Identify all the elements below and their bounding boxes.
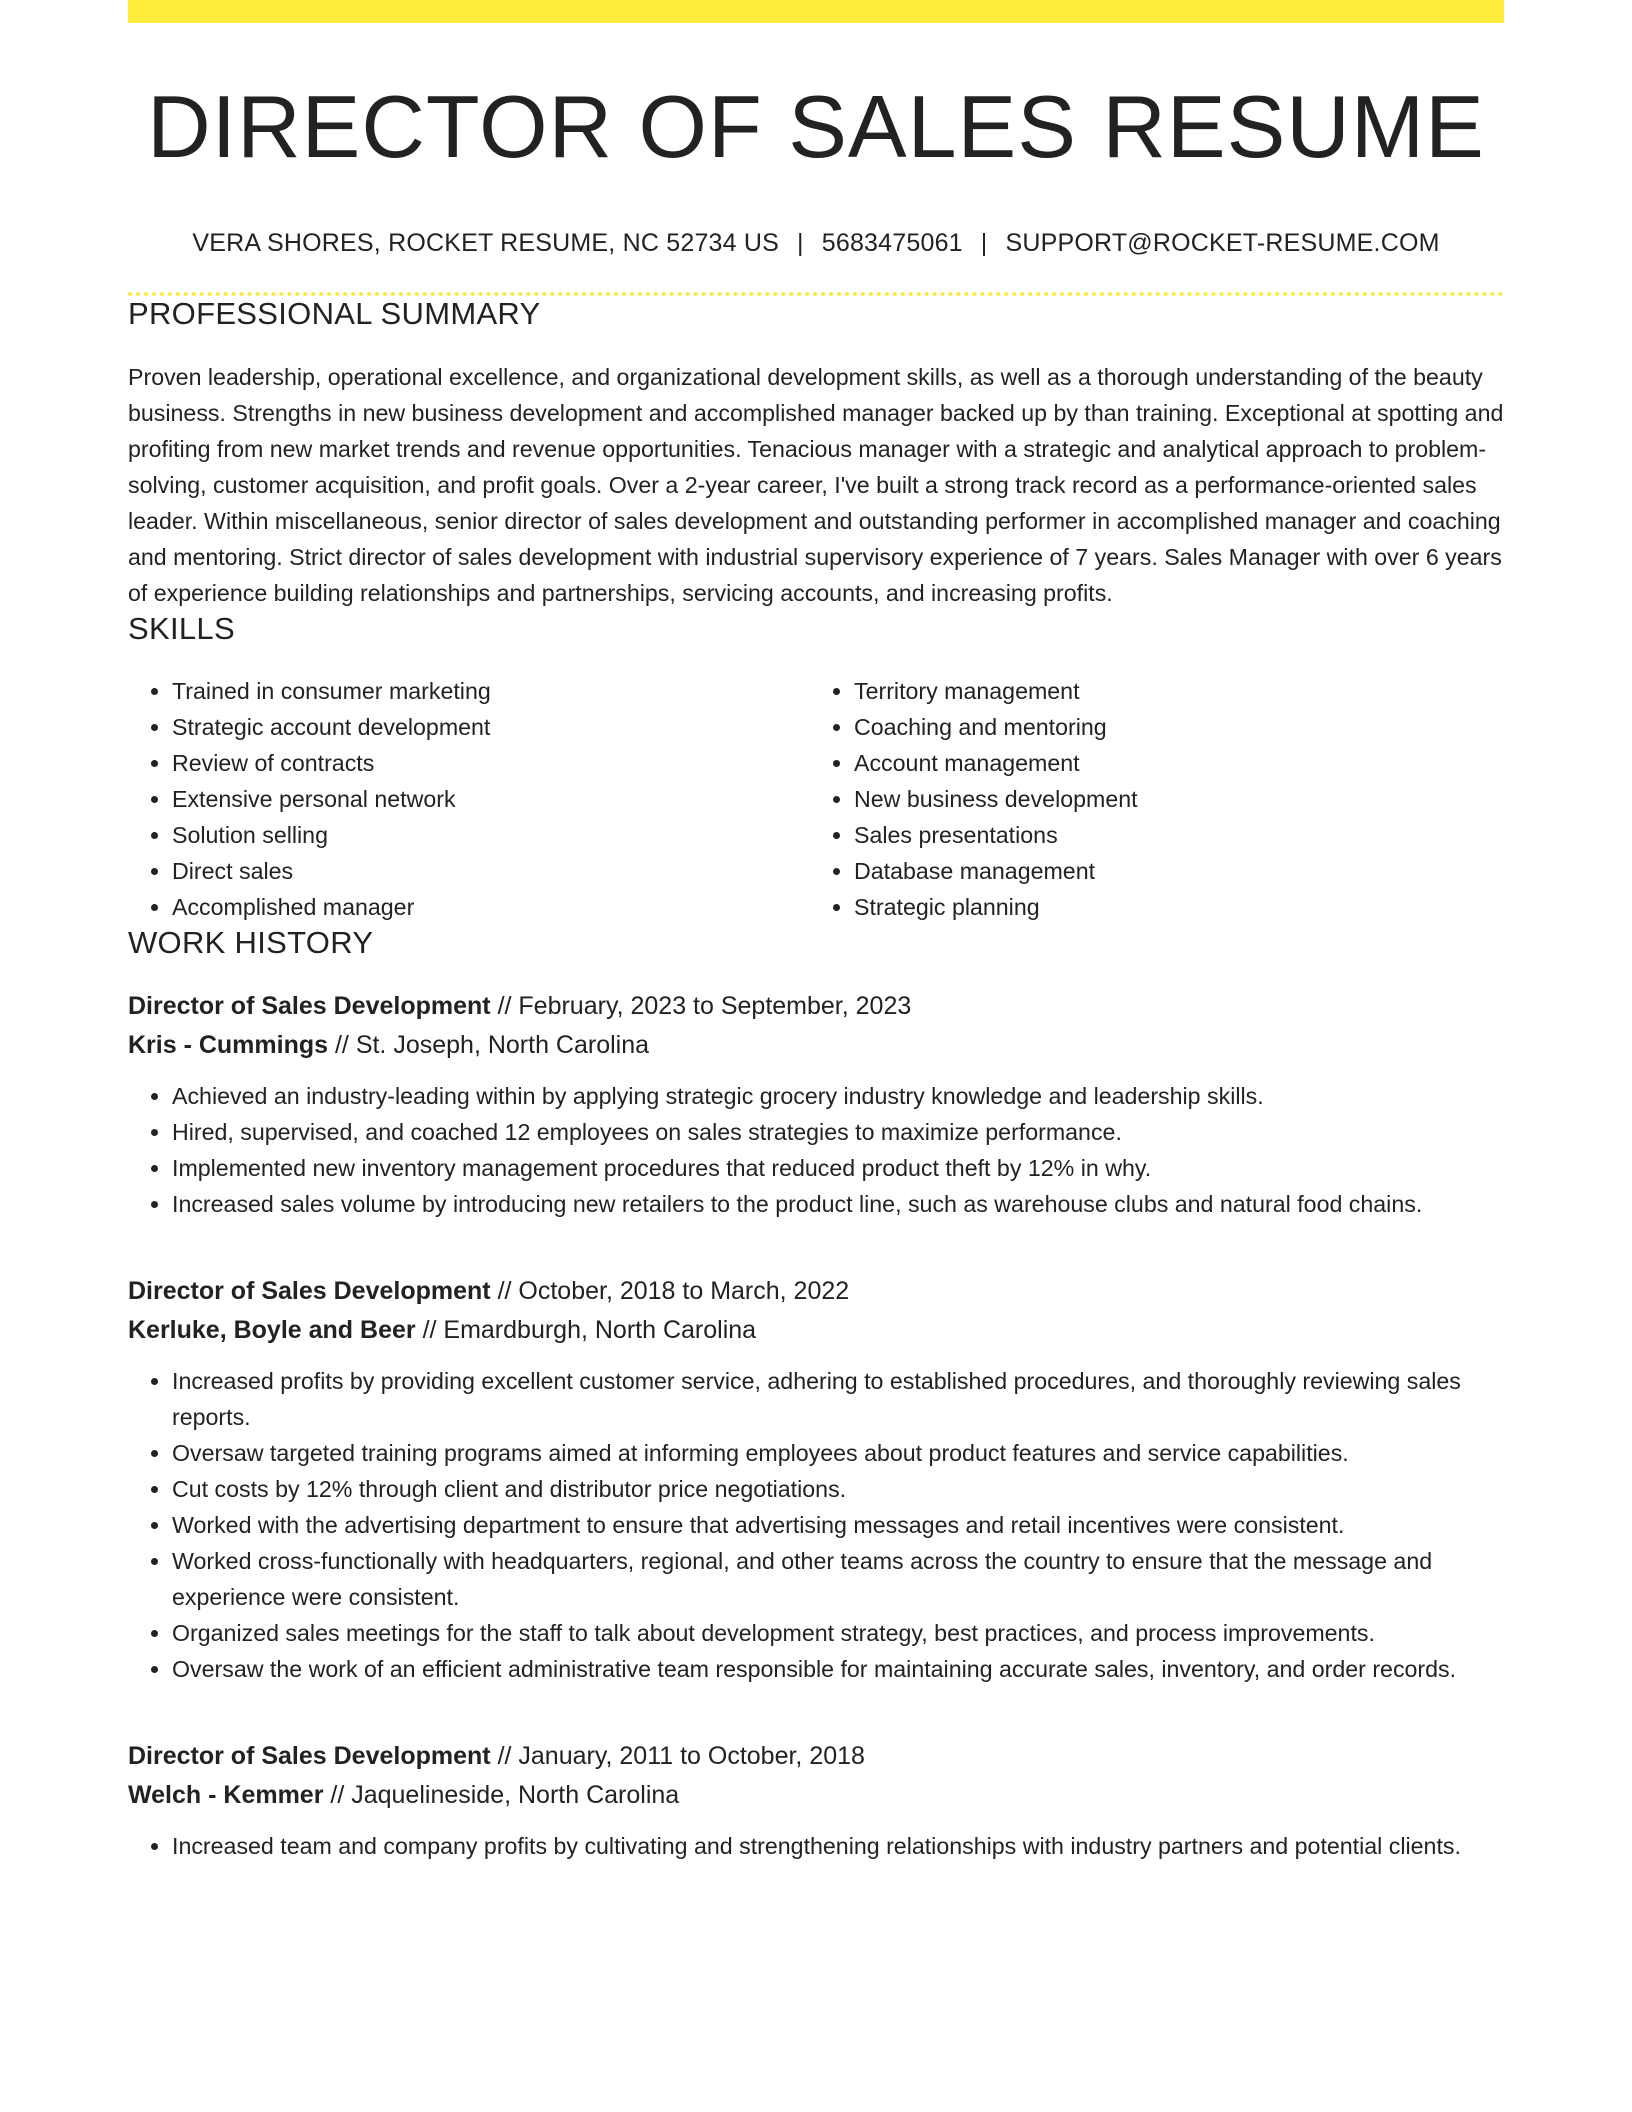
job-title-line bbox=[128, 1272, 1504, 1311]
job-company: Welch - Kemmer bbox=[128, 1781, 324, 1810]
skills-column-left bbox=[128, 673, 806, 925]
job-title-line bbox=[128, 1737, 1504, 1776]
skill-item: • Accomplished manager bbox=[172, 889, 806, 925]
job-dates: // October, 2018 to March, 2022 bbox=[490, 1277, 850, 1306]
skill-item: • Review of contracts bbox=[172, 745, 806, 781]
skill-item: • Strategic account development bbox=[172, 709, 806, 745]
job-entry bbox=[128, 1737, 1504, 1864]
job-entry bbox=[128, 1272, 1504, 1687]
job-bullet: • Organized sales meetings for the staff to talk about development strategy, best practices, and process improvements. bbox=[172, 1615, 1504, 1651]
job-company-line bbox=[128, 1026, 1504, 1065]
job-company-line bbox=[128, 1776, 1504, 1815]
skill-item: • Trained in consumer marketing bbox=[172, 673, 806, 709]
job-bullet: • Worked with the advertising department to ensure that advertising messages and retail incentives were consistent. bbox=[172, 1507, 1504, 1543]
job-dates: // January, 2011 to October, 2018 bbox=[490, 1742, 865, 1771]
job-title-line bbox=[128, 987, 1504, 1026]
skill-item: • Sales presentations bbox=[854, 817, 1488, 853]
accent-top-bar bbox=[128, 0, 1504, 23]
skills-column-right bbox=[806, 673, 1488, 925]
job-location: // Emardburgh, North Carolina bbox=[415, 1316, 757, 1345]
contact-address: VERA SHORES, ROCKET RESUME, NC 52734 US bbox=[192, 229, 780, 258]
skill-item: • Account management bbox=[854, 745, 1488, 781]
job-company: Kris - Cummings bbox=[128, 1031, 329, 1060]
job-entry bbox=[128, 987, 1504, 1222]
resume-page bbox=[128, 0, 1504, 1864]
job-bullet: • Oversaw targeted training programs aimed at informing employees about product features and service capabilities. bbox=[172, 1435, 1504, 1471]
contact-email: SUPPORT@ROCKET-RESUME.COM bbox=[1005, 229, 1440, 258]
job-bullet: • Oversaw the work of an efficient administrative team responsible for maintaining accurate sales, inventory, and order records. bbox=[172, 1651, 1504, 1687]
skill-item: • Direct sales bbox=[172, 853, 806, 889]
job-company-line bbox=[128, 1311, 1504, 1350]
skill-item: • Extensive personal network bbox=[172, 781, 806, 817]
skill-item: • Strategic planning bbox=[854, 889, 1488, 925]
job-bullet: • Achieved an industry-leading within by applying strategic grocery industry knowledge and leadership skills. bbox=[172, 1078, 1504, 1114]
job-location: // St. Joseph, North Carolina bbox=[328, 1031, 650, 1060]
skill-item: • Coaching and mentoring bbox=[854, 709, 1488, 745]
skill-item: • Territory management bbox=[854, 673, 1488, 709]
job-bullet: • Increased sales volume by introducing new retailers to the product line, such as warehouse clubs and natural food chains. bbox=[172, 1186, 1504, 1222]
contact-separator: | bbox=[980, 229, 988, 258]
job-bullets bbox=[128, 1363, 1504, 1687]
job-title: Director of Sales Development bbox=[128, 992, 491, 1021]
job-dates: // February, 2023 to September, 2023 bbox=[490, 992, 912, 1021]
contact-separator: | bbox=[797, 229, 804, 258]
job-bullet: • Cut costs by 12% through client and distributor price negotiations. bbox=[172, 1471, 1504, 1507]
skills-heading: SKILLS bbox=[128, 611, 235, 647]
job-title: Director of Sales Development bbox=[128, 1742, 491, 1771]
job-location: // Jaquelineside, North Carolina bbox=[323, 1781, 680, 1810]
summary-text: Proven leadership, operational excellence, and organizational development skills, as well as a thorough understanding of the beauty business. Strengths in new business development and accomplished manager backed up by than training. Exceptional at spotting and profiting from new market trends and revenue opportunities. Tenacious manager with a strategic and analytical approach to problem-solving, customer acquisition, and profit goals. Over a 2-year career, I've built a strong track record as a performance-oriented sales leader. Within miscellaneous, senior director of sales development and outstanding performer in accomplished manager and coaching and mentoring. Strict director of sales development with industrial supervisory experience of 7 years. Sales Manager with over 6 years of experience building relationships and partnerships, servicing accounts, and increasing profits. bbox=[128, 364, 1504, 607]
skill-item: • Database management bbox=[854, 853, 1488, 889]
skill-item: • Solution selling bbox=[172, 817, 806, 853]
summary-heading: PROFESSIONAL SUMMARY bbox=[128, 296, 541, 332]
job-bullets bbox=[128, 1828, 1504, 1864]
work-history-heading: WORK HISTORY bbox=[128, 925, 374, 961]
contact-phone: 5683475061 bbox=[821, 229, 963, 258]
job-bullet: • Increased team and company profits by cultivating and strengthening relationships with industry partners and potential clients. bbox=[172, 1828, 1504, 1864]
skills-list bbox=[128, 673, 1504, 925]
job-title: Director of Sales Development bbox=[128, 1277, 491, 1306]
job-bullet: • Increased profits by providing excellent customer service, adhering to established procedures, and thoroughly reviewing sales reports. bbox=[172, 1363, 1504, 1435]
job-bullet: • Hired, supervised, and coached 12 employees on sales strategies to maximize performance. bbox=[172, 1114, 1504, 1150]
job-bullet: • Worked cross-functionally with headquarters, regional, and other teams across the country to ensure that the message and experience were consistent. bbox=[172, 1543, 1504, 1615]
page-title: DIRECTOR OF SALES RESUME bbox=[147, 77, 1485, 176]
job-bullets bbox=[128, 1078, 1504, 1222]
skill-item: • New business development bbox=[854, 781, 1488, 817]
contact-line bbox=[128, 229, 1504, 258]
job-company: Kerluke, Boyle and Beer bbox=[128, 1316, 416, 1345]
job-bullet: • Implemented new inventory management procedures that reduced product theft by 12% in why. bbox=[172, 1150, 1504, 1186]
